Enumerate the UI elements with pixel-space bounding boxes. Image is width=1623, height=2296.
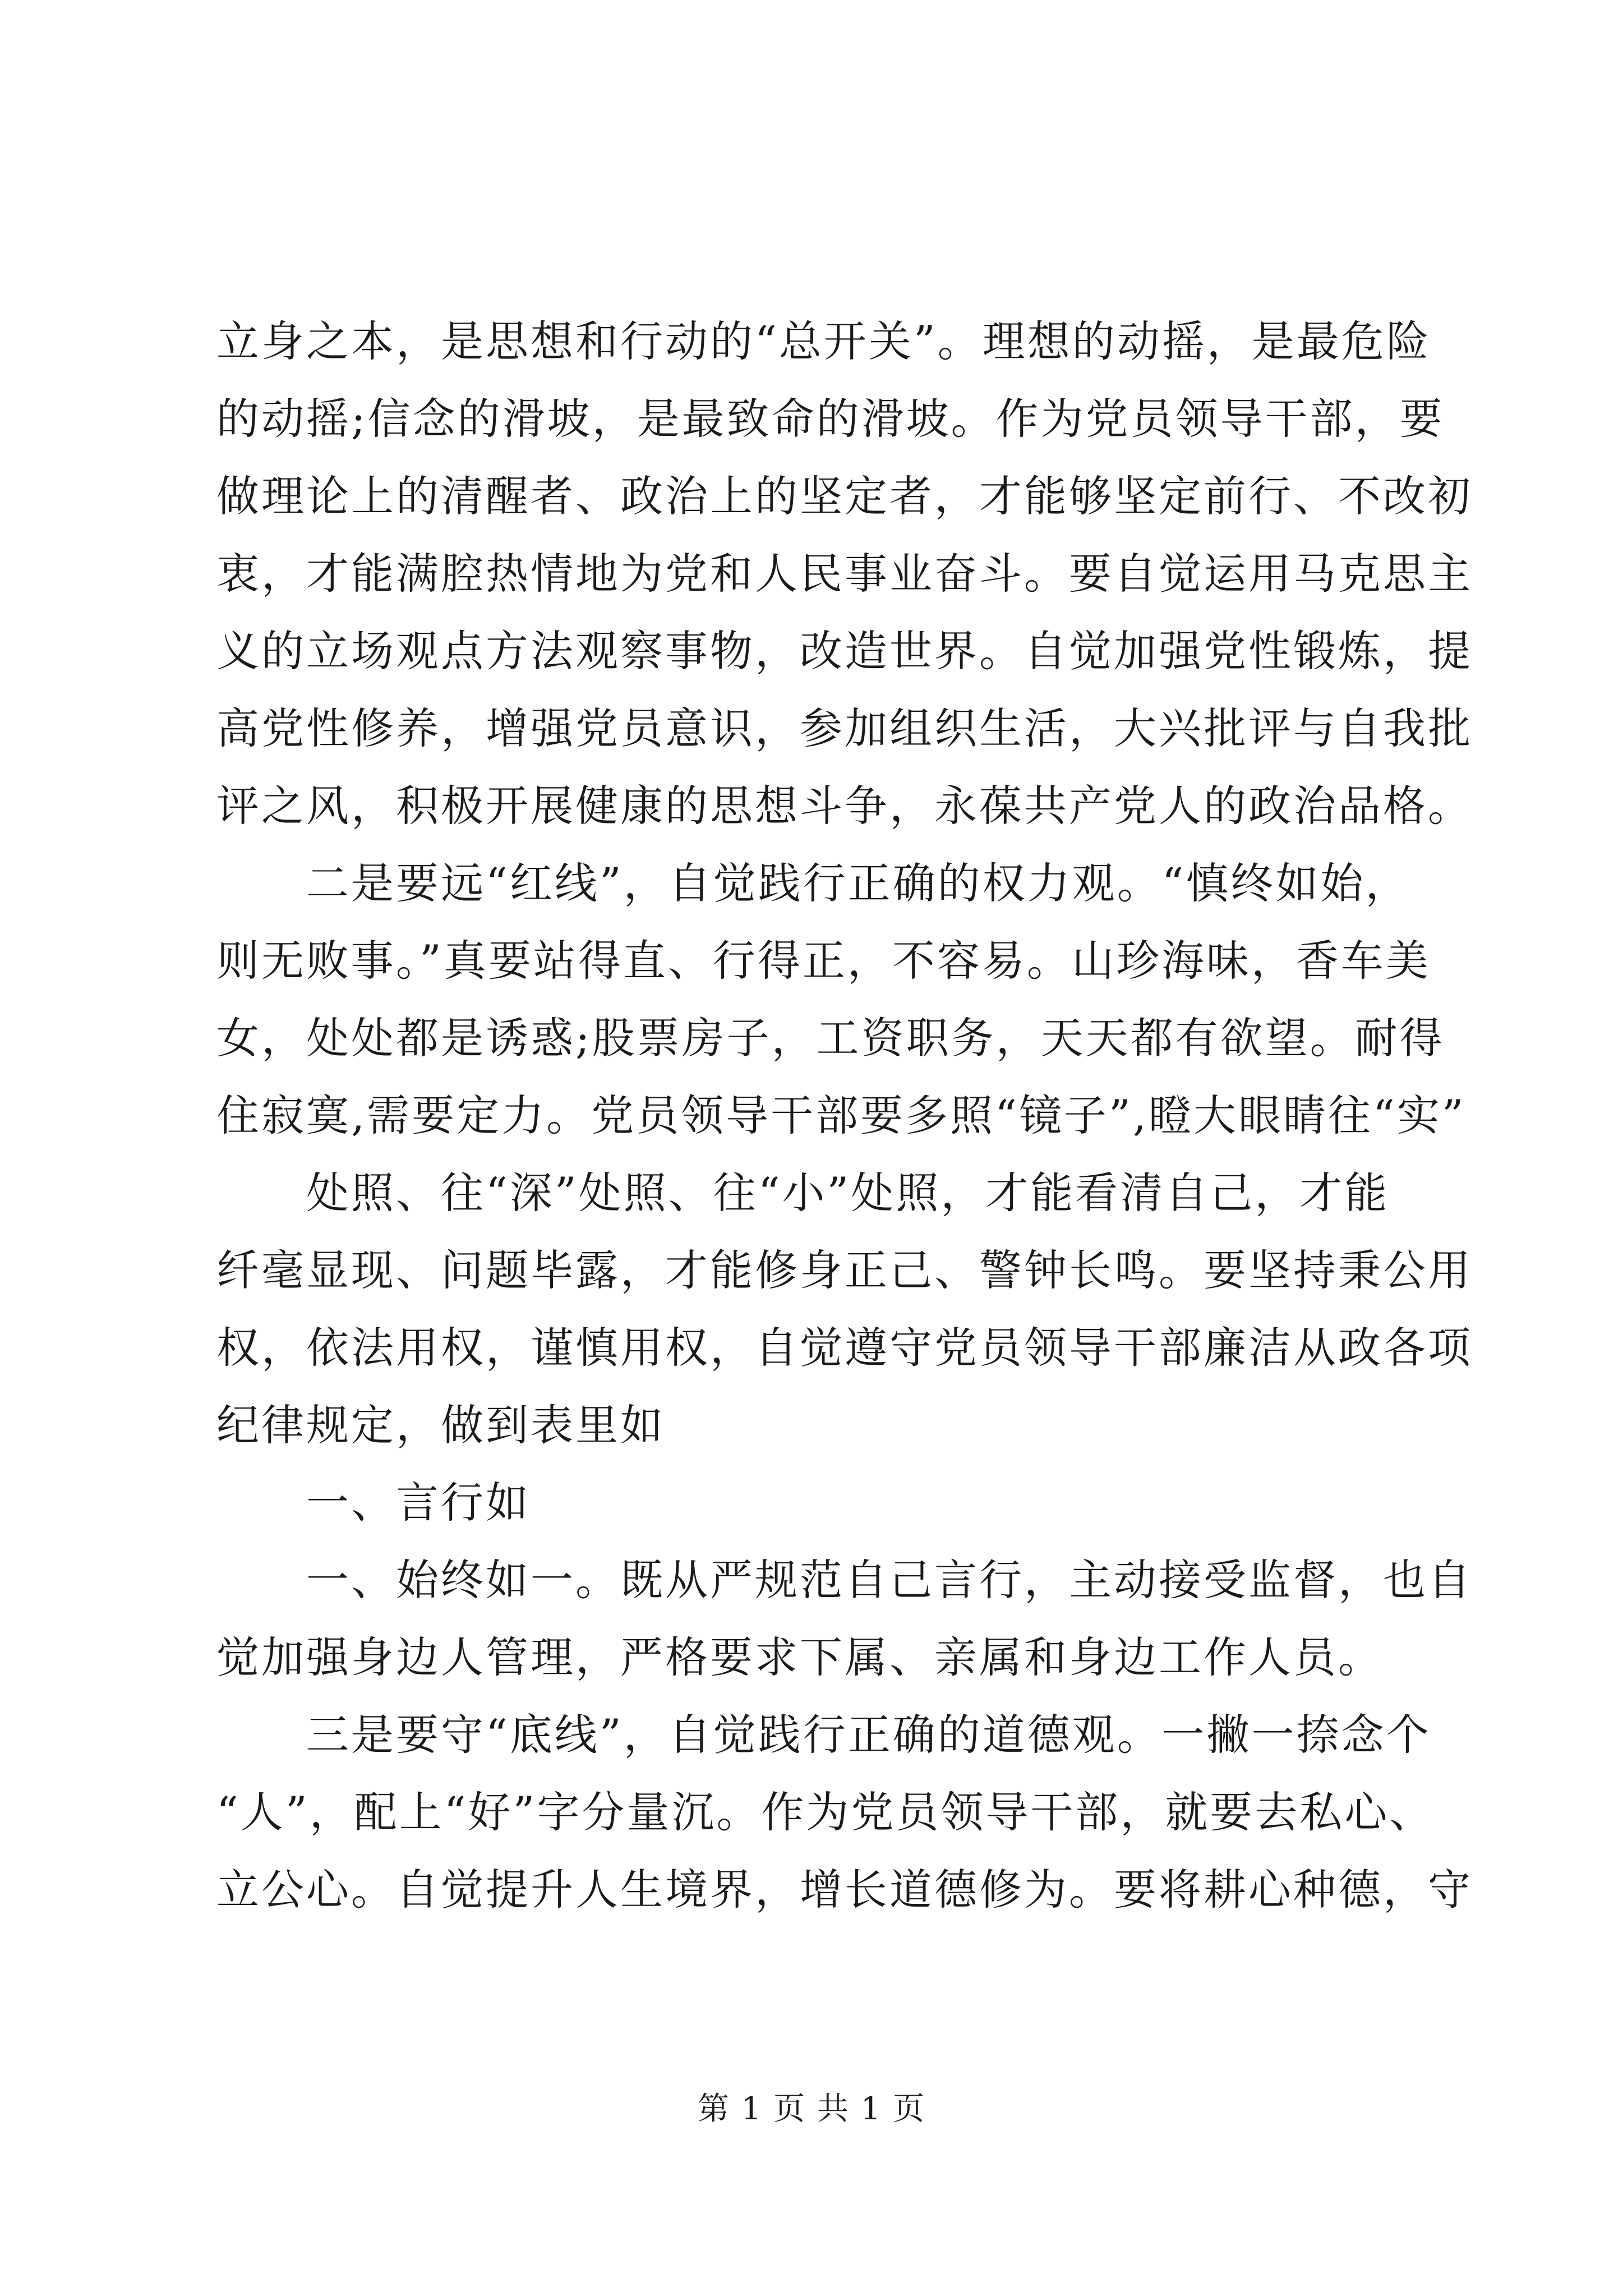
text-line: “人”，配上“好”字分量沉。作为党员领导干部，就要去私心、: [216, 1787, 1435, 1837]
text-line: 做理论上的清醒者、政治上的坚定者，才能够坚定前行、不改初: [216, 471, 1473, 521]
text-line: 义的立场观点方法观察事物，改造世界。自觉加强党性锻炼，提: [216, 626, 1473, 676]
text-line: 住寂寞,需要定力。党员领导干部要多照“镜子”,瞪大眼睛往“实”: [216, 1091, 1466, 1140]
text-line: 三是要守“底线”，自觉践行正确的道德观。一撇一捺念个: [216, 1710, 1431, 1760]
text-line: 高党性修养，增强党员意识，参加组织生活，大兴批评与自我批: [216, 703, 1473, 753]
text-line: 女，处处都是诱惑;股票房子，工资职务，天天都有欲望。耐得: [216, 1013, 1445, 1063]
text-line: 二是要远“红线”，自觉践行正确的权力观。“慎终如始，: [216, 858, 1410, 908]
page-footer: 第 1 页 共 1 页: [697, 2091, 926, 2127]
text-line: 权，依法用权，谨慎用权，自觉遵守党员领导干部廉洁从政各项: [216, 1323, 1473, 1373]
text-line: 立身之本，是思想和行动的“总开关”。理想的动摇，是最危险: [216, 316, 1431, 366]
text-line: 处照、往“深”处照、往“小”处照，才能看清自己，才能: [216, 1168, 1390, 1218]
text-line: 衷，才能满腔热情地为党和人民事业奋斗。要自觉运用马克思主: [216, 549, 1473, 599]
text-line: 评之风，积极开展健康的思想斗争，永葆共产党人的政治品格。: [216, 781, 1473, 831]
text-line: 纤毫显现、问题毕露，才能修身正己、警钟长鸣。要坚持秉公用: [216, 1245, 1473, 1295]
text-line: 一、始终如一。既从严规范自己言行，主动接受监督，也自: [216, 1555, 1473, 1605]
text-line: 则无败事。”真要站得直、行得正，不容易。山珍海味，香车美: [216, 936, 1431, 986]
text-line: 立公心。自觉提升人生境界，增长道德修为。要将耕心种德，守: [216, 1865, 1473, 1915]
text-line: 一、言行如: [216, 1478, 531, 1527]
text-line: 纪律规定，做到表里如: [216, 1400, 665, 1450]
text-line: 觉加强身边人管理，严格要求下属、亲属和身边工作人员。: [216, 1632, 1383, 1682]
text-line: 的动摇;信念的滑坡，是最致命的滑坡。作为党员领导干部，要: [216, 394, 1445, 444]
body-text: [216, 303, 1473, 1929]
